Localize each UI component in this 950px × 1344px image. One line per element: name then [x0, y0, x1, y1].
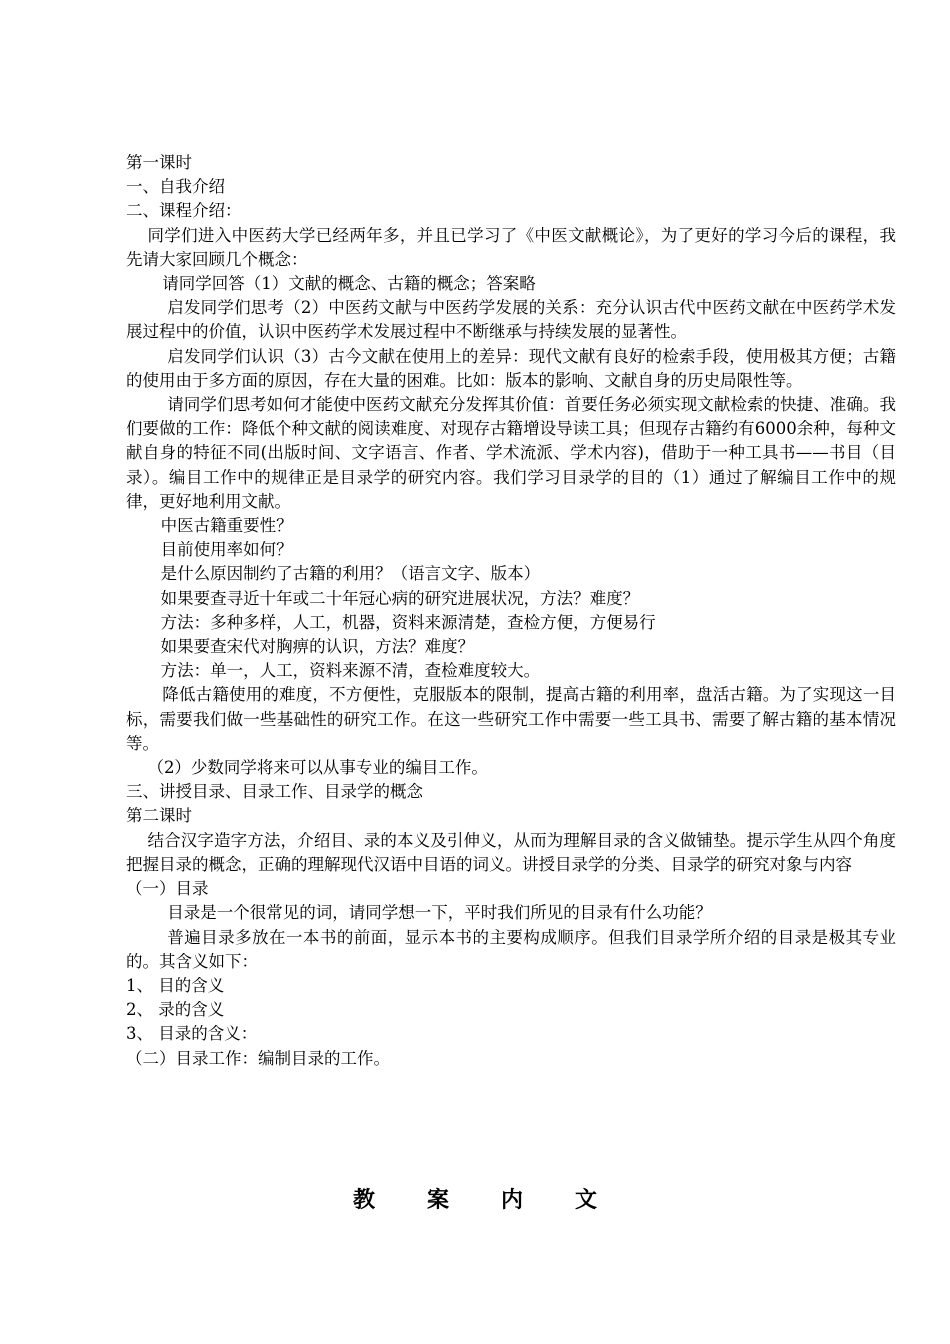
- method-line: 方法：单一，人工，资料来源不清，查检难度较大。: [160, 661, 541, 681]
- document-body: [126, 151, 896, 1071]
- subsection-catalog-work: （二）目录工作：编制目录的工作。: [126, 1048, 390, 1068]
- question-line: 目前使用率如何？: [160, 540, 293, 560]
- heading-lesson-1: 第一课时: [126, 153, 192, 172]
- paragraph: 同学们进入中医药大学已经两年多，并且已学习了《中医文献概论》，为了更好的学习今后的课程，我先请大家回顾几个概念：: [126, 225, 896, 269]
- footer-title: 教案内文: [352, 1187, 649, 1213]
- paragraph: 启发同学们思考（2）中医药文献与中医药学发展的关系：充分认识古代中医药文献在中医药学术发展过程中的价值，认识中医药学术发展过程中不断继承与持续发展的显著性。: [126, 298, 896, 342]
- paragraph: （2）少数同学将来可以从事专业的编目工作。: [147, 758, 488, 778]
- subsection-catalog: （一）目录: [126, 879, 209, 899]
- paragraph: 普遍目录多放在一本书的前面，显示本书的主要构成顺序。但我们目录学所介绍的目录是极其专业的。其含义如下：: [126, 927, 896, 971]
- question-line: 如果要查宋代对胸痹的认识，方法？难度？: [160, 637, 475, 657]
- paragraph: 请同学们思考如何才能使中医药文献充分发挥其价值：首要任务必须实现文献检索的快捷、准确。我们要做的工作：降低个种文献的阅读难度、对现存古籍增设导读工具；但现存古籍约有6000余种，每种文献自身的特征不同(出版时间、文字语言、作者、学术流派、学术内容)，借助于一种工具书——书目（目录）。编目工作中的规律正是目录学的研究内容。我们学习目录学的目的（1）通过了解编目工作中的规律，更好地利用文献。: [126, 395, 896, 511]
- paragraph: 结合汉字造字方法，介绍目、录的本义及引伸义，从而为理解目录的含义做铺垫。提示学生从四个角度把握目录的概念，正确的理解现代汉语中目语的词义。讲授目录学的分类、目录学的研究对象与内容: [126, 830, 896, 874]
- heading-lesson-2: 第二课时: [126, 806, 192, 826]
- method-line: 方法：多种多样，人工，机器，资料来源清楚，查检方便，方便易行: [160, 612, 656, 632]
- paragraph: 目录是一个很常见的词，请同学想一下，平时我们所见的目录有什么功能？: [167, 903, 712, 923]
- list-item: 3、 目录的含义：: [126, 1024, 258, 1044]
- section-concepts: 三、讲授目录、目录工作、目录学的概念: [126, 782, 423, 802]
- paragraph: 请同学回答（1）文献的概念、古籍的概念；答案略: [162, 274, 536, 294]
- paragraph: 启发同学们认识（3）古今文献在使用上的差异：现代文献有良好的检索手段，使用极其方便；古籍的使用由于多方面的原因，存在大量的困难。比如：版本的影响、文献自身的历史局限性等。: [126, 346, 896, 390]
- question-line: 中医古籍重要性？: [160, 516, 293, 536]
- list-item: 1、 目的含义: [126, 975, 225, 995]
- section-course-intro: 二、课程介绍：: [126, 201, 242, 221]
- question-line: 是什么原因制约了古籍的利用？（语言文字、版本）: [160, 564, 541, 584]
- section-self-intro: 一、自我介绍: [126, 177, 225, 197]
- paragraph: 降低古籍使用的难度，不方便性，克服版本的限制，提高古籍的利用率，盘活古籍。为了实现这一目标，需要我们做一些基础性的研究工作。在这一些研究工作中需要一些工具书、需要了解古籍的基本情况等。: [126, 685, 896, 753]
- question-line: 如果要查寻近十年或二十年冠心病的研究进展状况，方法？难度？: [160, 588, 640, 608]
- list-item: 2、 录的含义: [126, 1000, 225, 1020]
